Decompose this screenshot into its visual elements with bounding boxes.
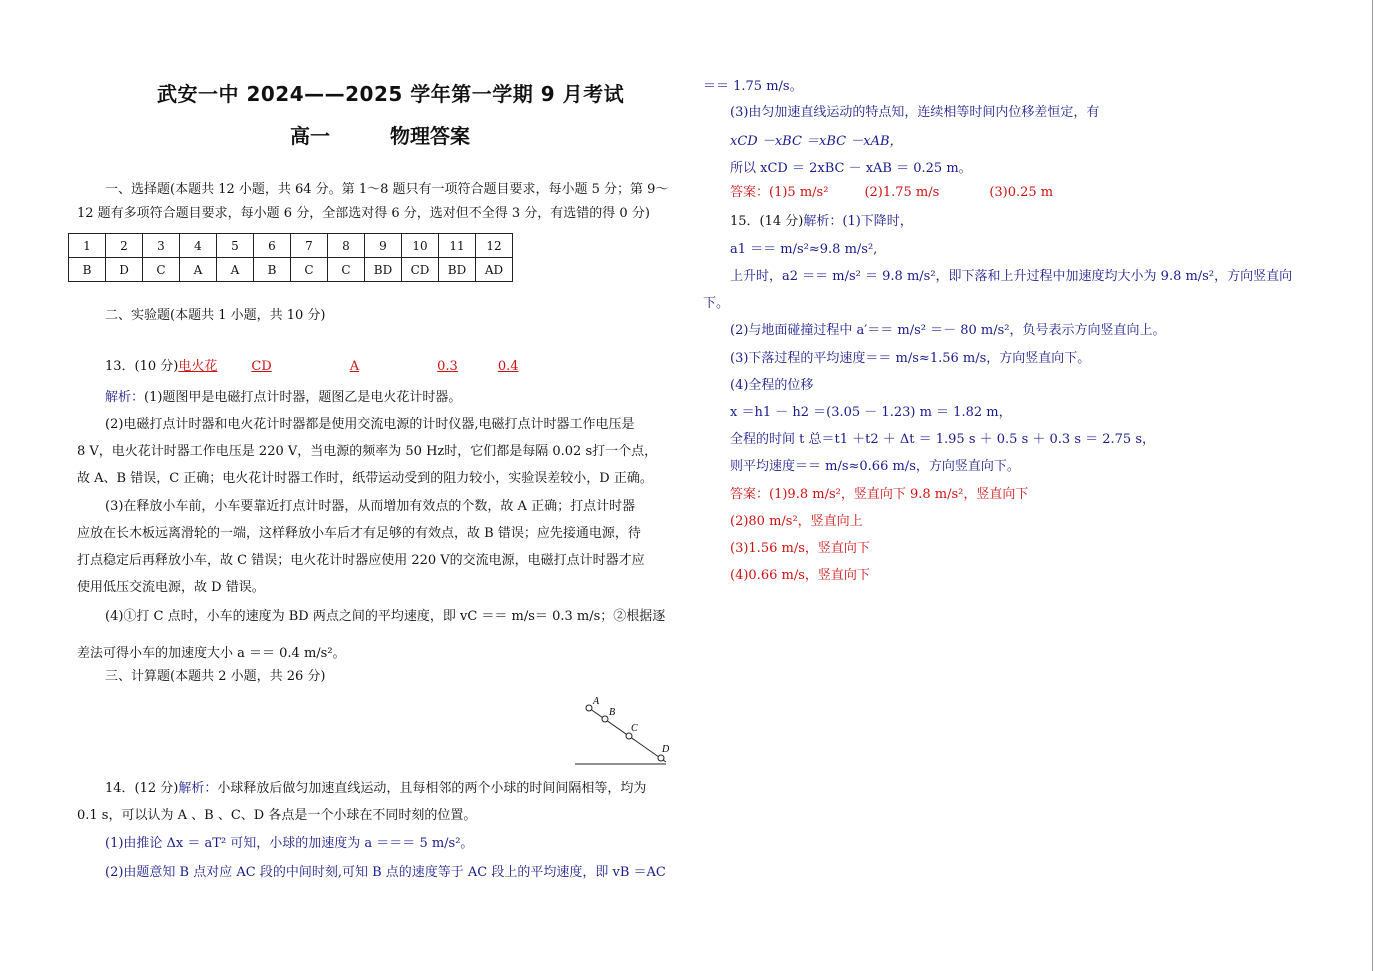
q14-p3: (3)由匀加速直线运动的特点知，连续相等时间内位移差恒定，有: [730, 105, 1100, 120]
q14-answer-label: 答案：: [730, 185, 770, 200]
q14-answer-3: (3)0.25 m: [989, 185, 1054, 200]
q14-line1: [105, 775, 646, 802]
table-cell: 8: [328, 234, 365, 258]
q13-p1: [105, 384, 461, 411]
table-cell: CD: [402, 258, 439, 282]
table-cell: AD: [476, 258, 513, 282]
q15-l1: (1)下降时，: [842, 214, 913, 229]
q14-p3-eq: xCD －xBC ＝xBC －xAB，: [730, 134, 903, 149]
q13-blank-1: 电火花: [178, 359, 218, 374]
q14-analysis-label: 解析：: [178, 781, 218, 796]
section2-heading: 二、实验题(本题共 1 小题，共 10 分): [105, 308, 326, 323]
table-cell: C: [291, 258, 328, 282]
q13-p4-l2: 差法可得小车的加速度大小 a ＝＝ 0.4 m/s²。: [77, 646, 346, 661]
q13-p3-l3: 打点稳定后再释放小车，故 C 错误；电火花计时器应使用 220 V的交流电源，电磁打点计时器才应: [77, 553, 645, 568]
table-cell: A: [180, 258, 217, 282]
q13-blank-5: 0.4: [497, 359, 519, 374]
q15-answer-line: [730, 481, 1028, 508]
table-cell: 10: [402, 234, 439, 258]
incline-line: [586, 706, 666, 762]
q15-label: 15．(14 分): [730, 214, 804, 229]
table-cell: 5: [217, 234, 254, 258]
q13-p2-l3: 故 A、B 错误，C 正确；电火花计时器工作时，纸带运动受到的阻力较小，实验误差较小，D 正确。: [77, 471, 653, 486]
table-cell: BD: [439, 258, 476, 282]
q15-l2: a1 ＝＝ m/s²≈9.8 m/s²,: [730, 242, 878, 257]
table-cell: D: [106, 258, 143, 282]
q14-cont: ＝＝ 1.75 m/s。: [703, 79, 803, 94]
q14-answer-2: (2)1.75 m/s: [864, 185, 940, 200]
q15-line1: [730, 208, 913, 235]
q13-p4-l1: (4)①打 C 点时，小车的速度为 BD 两点之间的平均速度，即 vC ＝＝ m/s＝ 0.3 m/s；②根据逐: [105, 609, 666, 624]
q14-l1: 小球释放后做匀加速直线运动，且每相邻的两个小球的时间间隔相等，均为: [217, 781, 647, 796]
table-cell: A: [217, 258, 254, 282]
q13-p3-l2: 应放在长木板远离滑轮的一端，这样释放小车后才有足够的有效点，故 B 错误；应先接通电源，待: [77, 526, 641, 541]
section1-heading-line2: 12 题有多项符合题目要求，每小题 6 分，全部选对得 6 分，选对但不全得 3 分，有选错的得 0 分): [77, 206, 650, 221]
q13-label: 13．(10 分): [105, 359, 179, 374]
q13-p2-l1: (2)电磁打点计时器和电火花计时器都是使用交流电源的计时仪器,电磁打点计时器工作电压是: [105, 417, 635, 432]
q14-p1: (1)由推论 Δx ＝ aT² 可知，小球的加速度为 a ＝＝＝ 5 m/s²。: [105, 836, 474, 851]
exam-title: 武安一中 2024——2025 学年第一学期 9 月考试: [157, 82, 625, 106]
ball-a: [586, 705, 592, 711]
q15-l8: x ＝h1 － h2 ＝(3.05 － 1.23) m ＝ 1.82 m，: [730, 405, 1012, 420]
table-cell: 6: [254, 234, 291, 258]
q14-answer-line: [730, 179, 1053, 206]
q14-answer-1: (1)5 m/s²: [769, 185, 829, 200]
q14-l2: 0.1 s，可以认为 A 、B 、C、D 各点是一个小球在不同时刻的位置。: [77, 808, 477, 823]
q13-p3-l4: 使用低压交流电源，故 D 错误。: [77, 580, 265, 595]
table-cell: 9: [365, 234, 402, 258]
label-b: B: [609, 707, 616, 718]
label-c: C: [631, 723, 638, 734]
q13-line: [105, 353, 519, 380]
q13-blank-4: 0.3: [437, 359, 458, 374]
ball-b: [602, 716, 608, 722]
table-cell: B: [254, 258, 291, 282]
q15-l7: (4)全程的位移: [730, 378, 814, 393]
q15-l6: (3)下落过程的平均速度＝＝ m/s≈1.56 m/s，方向竖直向下。: [730, 351, 1091, 366]
q15-a1: (1)9.8 m/s²，竖直向下 9.8 m/s²，竖直向下: [769, 487, 1029, 502]
q15-analysis-label: 解析：: [803, 214, 843, 229]
table-cell: 12: [476, 234, 513, 258]
answer-table-answers-row: [69, 258, 513, 282]
q15-a3: (3)1.56 m/s，竖直向下: [730, 541, 870, 556]
table-cell: 4: [180, 234, 217, 258]
section3-heading: 三、计算题(本题共 2 小题，共 26 分): [105, 669, 326, 684]
q13-p1-text: (1)题图甲是电磁打点计时器，题图乙是电火花计时器。: [144, 390, 462, 405]
q15-a2: (2)80 m/s²，竖直向上: [730, 514, 863, 529]
table-cell: B: [69, 258, 106, 282]
table-cell: C: [143, 258, 180, 282]
grade-label: 高一: [290, 124, 330, 148]
answer-table-numbers-row: [69, 234, 513, 258]
q14-p3-res: 所以 xCD ＝ 2xBC － xAB ＝ 0.25 m。: [730, 161, 972, 176]
q13-blank-2: CD: [251, 359, 272, 374]
page-edge: [1372, 0, 1373, 971]
q13-p2-l2: 8 V，电火花计时器工作电压是 220 V，当电源的频率为 50 Hz时，它们都是每隔 0.02 s打一个点，: [77, 444, 658, 459]
ball-d: [658, 755, 664, 761]
q15-l4: 下。: [703, 296, 730, 311]
table-cell: C: [328, 258, 365, 282]
q15-l10: 则平均速度＝＝ m/s≈0.66 m/s，方向竖直向下。: [730, 459, 1020, 474]
label-a: A: [593, 696, 600, 707]
q15-l9: 全程的时间 t 总＝t1 ＋t2 ＋ Δt ＝ 1.95 s ＋ 0.5 s ＋ 0.3 s ＝ 2.75 s，: [730, 432, 1156, 447]
subtitle: [290, 120, 470, 149]
q15-l5: (2)与地面碰撞过程中 a′＝＝ m/s² ＝－ 80 m/s²，负号表示方向竖直向上。: [730, 323, 1166, 338]
subject-label: 物理答案: [390, 124, 470, 148]
q15-answer-label: 答案：: [730, 487, 770, 502]
table-cell: BD: [365, 258, 402, 282]
q15-l3: 上升时，a2 ＝＝ m/s² ＝ 9.8 m/s²，即下落和上升过程中加速度均大小为 9.8 m/s²，方向竖直向: [730, 269, 1293, 284]
answer-table: [68, 233, 513, 282]
table-cell: 2: [106, 234, 143, 258]
label-d: D: [662, 744, 670, 755]
q13-p3-l1: (3)在释放小车前，小车要靠近打点计时器，从而增加有效点的个数，故 A 正确；打点计时器: [105, 499, 636, 514]
q14-p2: (2)由题意知 B 点对应 AC 段的中间时刻,可知 B 点的速度等于 AC 段上的平均速度，即 vB ＝AC: [105, 865, 666, 880]
section1-heading-line1: 一、选择题(本题共 12 小题，共 64 分。第 1～8 题只有一项符合题目要求，每小题 5 分；第 9～: [105, 182, 669, 197]
incline-figure: [570, 690, 680, 770]
q14-label: 14．(12 分): [105, 781, 179, 796]
q15-a4: (4)0.66 m/s，竖直向下: [730, 568, 870, 583]
q13-blank-3: A: [349, 359, 360, 374]
q13-analysis-label: 解析：: [105, 390, 145, 405]
table-cell: 3: [143, 234, 180, 258]
table-cell: 7: [291, 234, 328, 258]
table-cell: 1: [69, 234, 106, 258]
table-cell: 11: [439, 234, 476, 258]
